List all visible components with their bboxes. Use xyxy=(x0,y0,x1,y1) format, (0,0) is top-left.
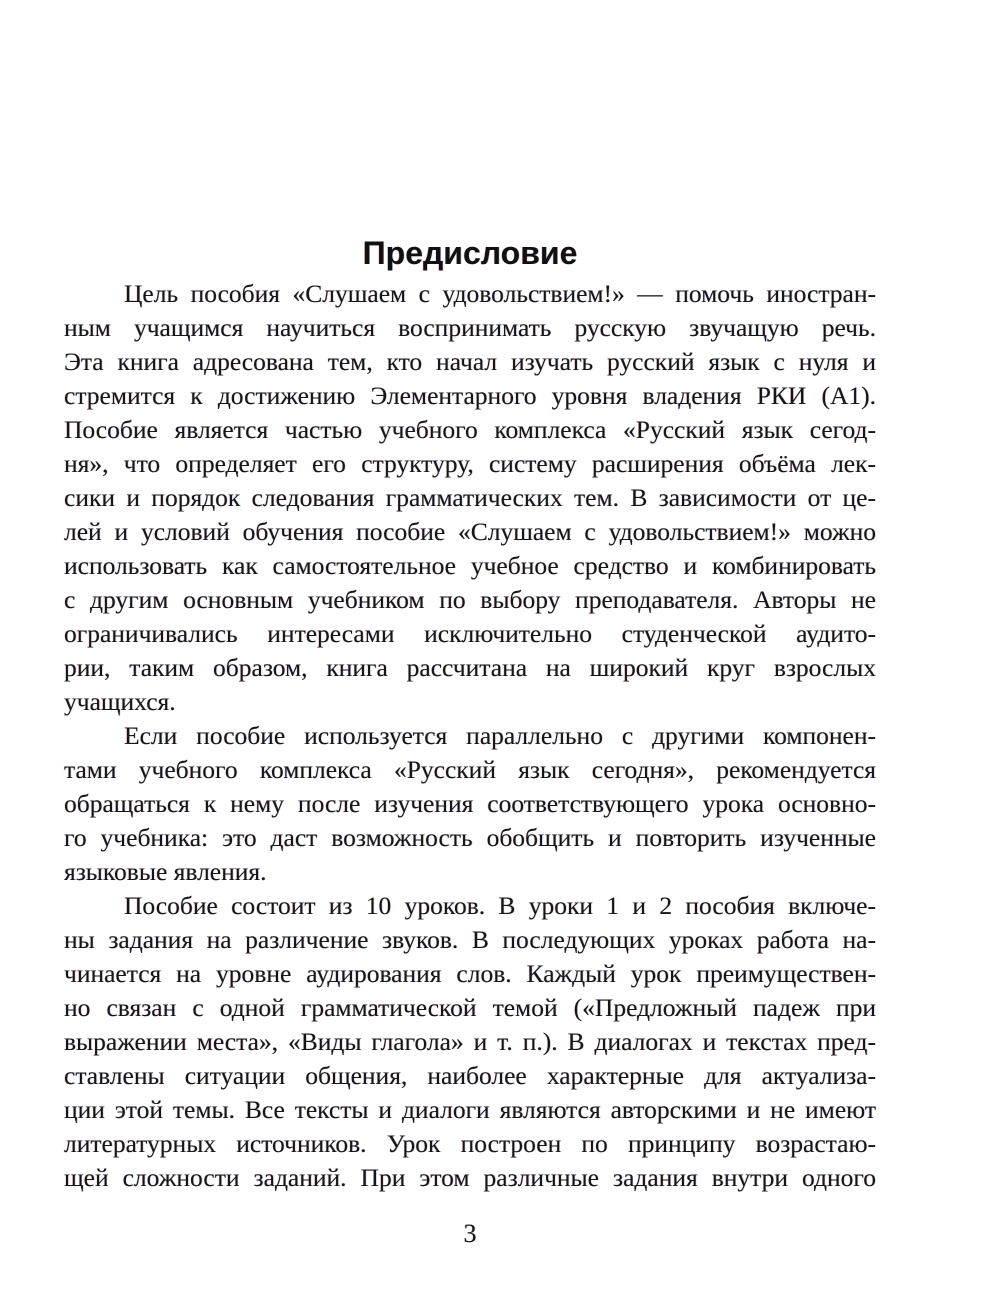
text-line: щей сложности заданий. При этом различные задания внутри одного xyxy=(64,1163,876,1192)
text-line: с другим основным учебником по выбору преподавателя. Авторы не xyxy=(64,585,876,614)
text-line: рии, таким образом, книга рассчитана на широкий круг взрослых xyxy=(64,653,876,682)
text-line: Эта книга адресована тем, кто начал изучать русский язык с нуля и xyxy=(64,347,876,376)
text-line: ным учащимся научиться воспринимать русскую звучащую речь. xyxy=(64,313,876,342)
text-line: лей и условий обучения пособие «Слушаем с удовольствием!» можно xyxy=(64,517,876,546)
text-line: Пособие состоит из 10 уроков. В уроки 1 и 2 пособия включе- xyxy=(124,891,876,920)
text-line: ограничивались интересами исключительно студенческой аудито- xyxy=(64,619,876,648)
text-line: тами учебного комплекса «Русский язык сегодня», рекомендуется xyxy=(64,755,876,784)
text-line: ции этой темы. Все тексты и диалоги являются авторскими и не имеют xyxy=(64,1095,876,1124)
text-line: Цель пособия «Слушаем с удовольствием!» — помочь иностран- xyxy=(124,279,876,308)
text-line: стремится к достижению Элементарного уровня владения РКИ (А1). xyxy=(64,381,876,410)
text-line: использовать как самостоятельное учебное средство и комбинировать xyxy=(64,551,876,580)
text-line: Пособие является частью учебного комплекса «Русский язык сегод- xyxy=(64,415,876,444)
text-line: го учебника: это даст возможность обобщить и повторить изученные xyxy=(64,823,876,852)
page-number: 3 xyxy=(463,1219,477,1248)
text-line: языковые явления. xyxy=(64,857,267,886)
text-line: сики и порядок следования грамматических тем. В зависимости от це- xyxy=(64,483,876,512)
text-line: литературных источников. Урок построен по принципу возрастаю- xyxy=(64,1129,876,1158)
page-title: Предисловие xyxy=(362,235,578,271)
text-line: ны задания на различение звуков. В последующих уроках работа на- xyxy=(64,925,876,954)
page-body xyxy=(64,277,876,1195)
text-line: выражении места», «Виды глагола» и т. п.). В диалогах и текстах пред- xyxy=(64,1027,876,1056)
text-line: ставлены ситуации общения, наиболее характерные для актуализа- xyxy=(64,1061,876,1090)
text-line: ня», что определяет его структуру, систему расширения объёма лек- xyxy=(64,449,876,478)
text-line: обращаться к нему после изучения соответствующего урока основно- xyxy=(64,789,876,818)
text-line: Если пособие используется параллельно с другими компонен- xyxy=(124,721,876,750)
text-line: чинается на уровне аудирования слов. Каждый урок преимуществен- xyxy=(64,959,876,988)
text-line: учащихся. xyxy=(64,687,176,716)
text-line: но связан с одной грамматической темой («Предложный падеж при xyxy=(64,993,876,1022)
